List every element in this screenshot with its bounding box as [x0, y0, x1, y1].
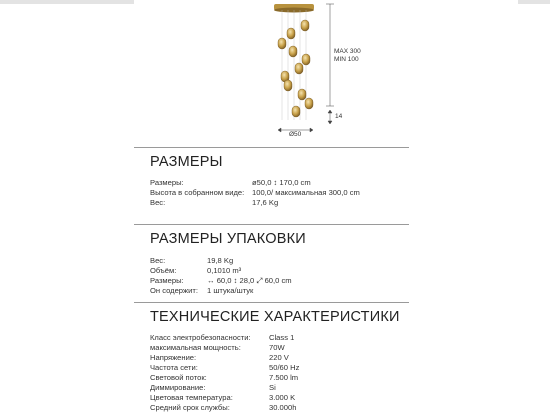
spec-value: 220 V	[269, 353, 289, 362]
pendant-shade	[305, 98, 313, 109]
spec-value: 0,1010 m³	[207, 266, 242, 275]
spec-key: Частота сети:	[150, 363, 198, 372]
pendant-shade	[301, 20, 309, 31]
pendant-shade	[302, 54, 310, 65]
spec-key: Он содержит:	[150, 286, 198, 295]
spec-key: Высота в собранном виде:	[150, 188, 245, 197]
spec-value: 7.500 lm	[269, 373, 299, 382]
spec-value: Class 1	[269, 333, 295, 342]
spec-key: Световой поток:	[150, 373, 207, 382]
spec-key: Диммирование:	[150, 383, 206, 392]
spec-value: 100,0/ максимальная 300,0 cm	[252, 188, 360, 197]
pendant-shade	[298, 89, 306, 100]
spec-value: 19,8 Kg	[207, 256, 234, 265]
spec-key: максимальная мощность:	[150, 343, 241, 352]
spec-value: ↔ 60,0 ↕ 28,0 ⤢ 60,0 cm	[207, 276, 292, 285]
pendant-shade	[292, 106, 300, 117]
spec-value: 1 штука/штук	[207, 286, 254, 295]
spec-key: Напряжение:	[150, 353, 197, 362]
spec-value: ø50,0 ↕ 170,0 cm	[252, 178, 311, 187]
max-height-label: MAX 300	[334, 48, 361, 55]
spec-value: 50/60 Hz	[269, 363, 300, 372]
spec-key: Объём:	[150, 266, 177, 275]
spec-value: 17,6 Kg	[252, 198, 279, 207]
packaging-title: РАЗМЕРЫ УПАКОВКИ	[150, 231, 306, 247]
spec-key: Размеры:	[150, 178, 184, 187]
spec-key: Размеры:	[150, 276, 184, 285]
spec-key: Вес:	[150, 256, 166, 265]
pendant-shade	[295, 63, 303, 74]
shade-height-label: 14	[335, 113, 343, 120]
spec-value: 30.000h	[269, 403, 297, 412]
diameter-label: Ø50	[289, 131, 302, 138]
spec-value: Si	[269, 383, 276, 392]
spec-key: Цветовая температура:	[150, 393, 233, 402]
section-divider	[134, 224, 409, 225]
spec-key: Вес:	[150, 198, 166, 207]
shade-height-dimension	[328, 110, 332, 124]
pendant-shade	[287, 28, 295, 39]
spec-key: Класс электробезопасности:	[150, 333, 251, 342]
pendant-shade	[278, 38, 286, 49]
specs-title: ТЕХНИЧЕСКИЕ ХАРАКТЕРИСТИКИ	[150, 309, 400, 325]
pendant-shade	[289, 46, 297, 57]
dimensions-title: РАЗМЕРЫ	[150, 154, 223, 170]
pendant-shade	[284, 80, 292, 91]
spec-value: 70W	[269, 343, 285, 352]
min-height-label: MIN 100	[334, 56, 359, 63]
pendant-shades	[278, 20, 313, 117]
spec-key: Средний срок службы:	[150, 403, 230, 412]
section-divider	[134, 302, 409, 303]
section-divider	[134, 147, 409, 148]
spec-value: 3.000 K	[269, 393, 296, 402]
height-dimension	[326, 4, 334, 106]
chandelier-drawing	[0, 0, 550, 148]
